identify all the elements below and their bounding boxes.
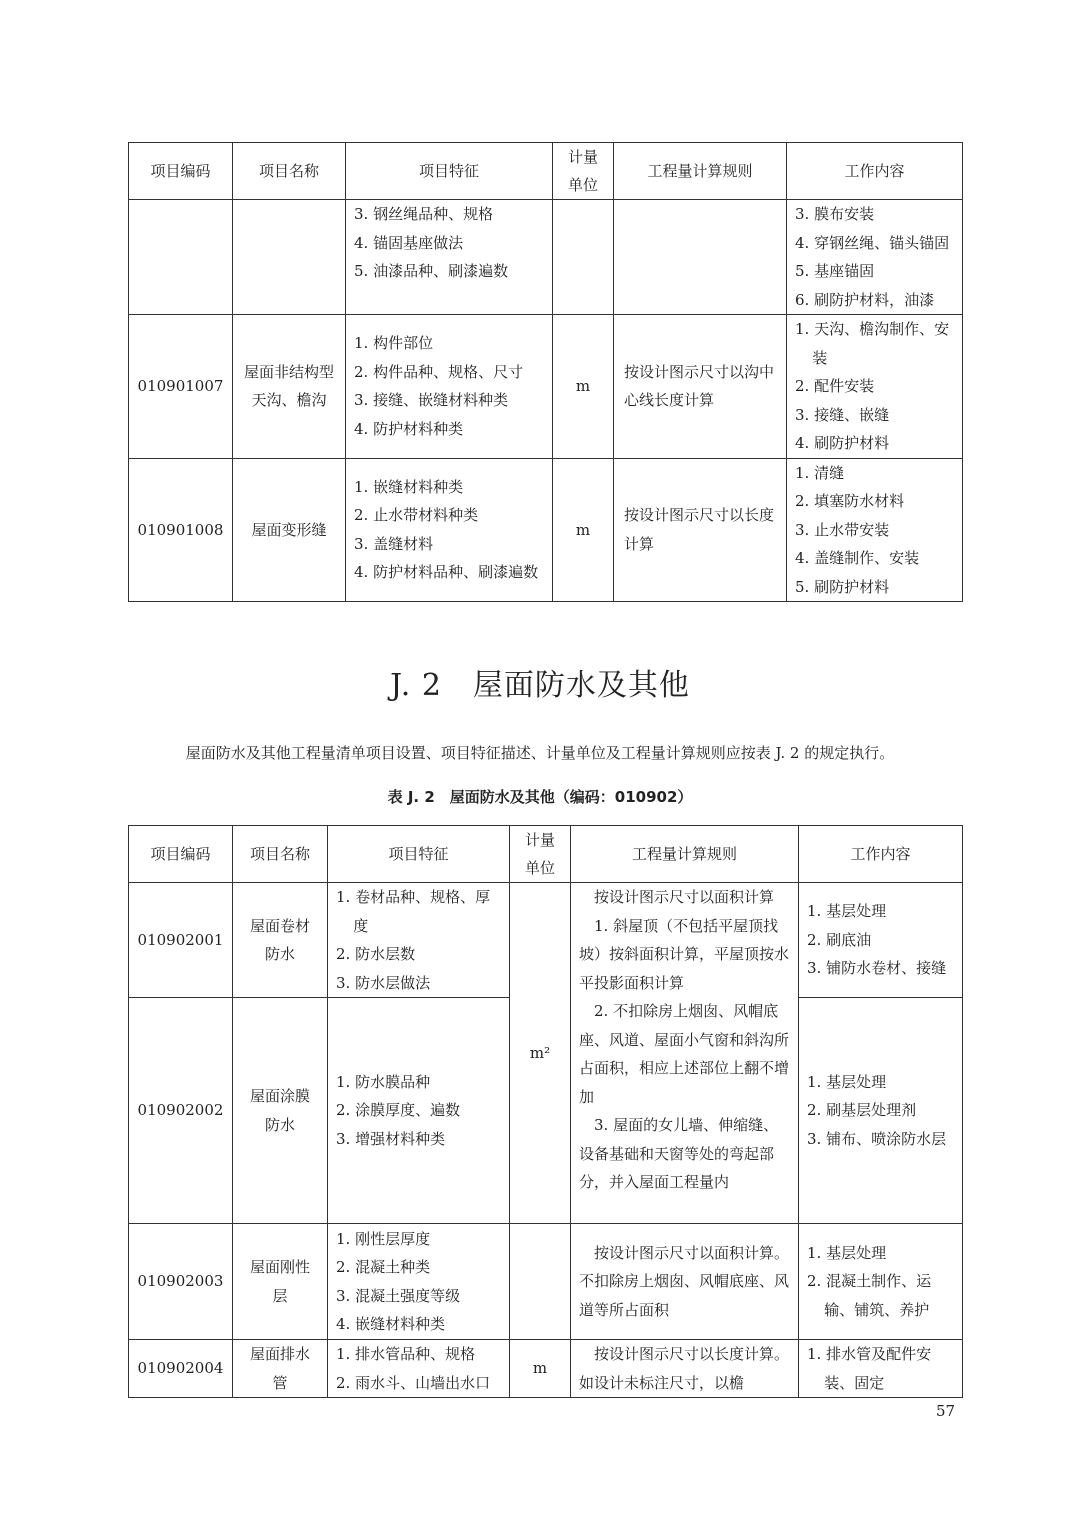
row-code: 010901008: [129, 458, 233, 602]
table-header-row: [129, 826, 963, 883]
row-rule: 按设计图示尺寸以面积计算。不扣除房上烟囱、风帽底座、风道等所占面积: [571, 1224, 799, 1340]
feature-line: 4. 防护材料种类: [354, 419, 464, 438]
feature-line: 1. 嵌缝材料种类: [354, 477, 464, 496]
rule-line: 2. 不扣除房上烟囱、风帽底座、风道、屋面小气窗和斜沟所占面积，相应上述部位上翻不增加: [579, 1002, 790, 1106]
section-title: J. 2 屋面防水及其他: [390, 668, 690, 703]
work-line: 4. 穿钢丝绳、锚头锚固: [795, 233, 950, 252]
row-features: [328, 998, 510, 1224]
table-roof-items-continued: [128, 142, 963, 602]
work-line: 1. 排水管及配件安装、固定: [807, 1345, 932, 1392]
work-line: 1. 基层处理: [807, 1072, 887, 1091]
row-code: 010902003: [129, 1224, 233, 1340]
page-number: 57: [936, 1402, 956, 1420]
row-code: [129, 200, 233, 315]
row-unit: m: [510, 1340, 571, 1398]
feature-line: 4. 防护材料品种、刷漆遍数: [354, 563, 539, 582]
table-row: [129, 1224, 963, 1340]
header-code: 项目编码: [129, 143, 233, 200]
header-rule: 工程量计算规则: [614, 143, 787, 200]
feature-line: 2. 构件品种、规格、尺寸: [354, 362, 524, 381]
rule-line: 1. 斜屋顶（不包括平屋顶找坡）按斜面积计算，平屋顶按水平投影面积计算: [579, 916, 790, 992]
feature-line: 3. 混凝土强度等级: [336, 1286, 461, 1305]
feature-line: 2. 防水层数: [336, 945, 416, 963]
feature-line: 4. 锚固基座做法: [354, 233, 464, 252]
feature-line: 1. 卷材品种、规格、厚度: [336, 888, 491, 935]
row-name: 屋面涂膜防水: [233, 998, 328, 1224]
row-work: [799, 998, 963, 1224]
feature-line: 3. 增强材料种类: [336, 1129, 446, 1148]
row-unit: m: [553, 458, 614, 602]
header-unit: 计量单位: [553, 143, 614, 200]
work-line: 1. 基层处理: [807, 902, 887, 921]
work-line: 3. 膜布安装: [795, 205, 875, 223]
work-line: 5. 基座锚固: [795, 262, 875, 280]
row-rule-area: [571, 883, 799, 1224]
table-roof-waterproofing: [128, 825, 963, 1398]
header-work: 工作内容: [799, 826, 963, 883]
feature-line: 2. 混凝土种类: [336, 1258, 431, 1276]
work-line: 2. 配件安装: [795, 377, 875, 395]
rule-line: 3. 屋面的女儿墙、伸缩缝、设备基础和天窗等处的弯起部分，并入屋面工程量内: [579, 1116, 779, 1191]
row-work: [787, 458, 963, 602]
row-unit-empty: [510, 1224, 571, 1340]
row-name: 屋面排水管: [233, 1340, 328, 1398]
row-features: [346, 315, 553, 459]
row-name: 屋面变形缝: [233, 458, 346, 602]
work-line: 2. 刷基层处理剂: [807, 1101, 917, 1120]
table-row: [129, 883, 963, 998]
header-name: 项目名称: [233, 143, 346, 200]
table-row: [129, 200, 963, 315]
row-code: 010901007: [129, 315, 233, 459]
row-unit: [553, 200, 614, 315]
work-line: 3. 接缝、嵌缝: [795, 405, 890, 424]
row-work: [799, 1224, 963, 1340]
table-row: [129, 458, 963, 602]
row-code: 010902004: [129, 1340, 233, 1398]
work-line: 2. 填塞防水材料: [795, 492, 905, 510]
row-work: [787, 315, 963, 459]
table-caption: 表 J. 2 屋面防水及其他（编码：010902）: [387, 788, 693, 806]
header-code: 项目编码: [129, 826, 233, 883]
feature-line: 3. 钢丝绳品种、规格: [354, 205, 494, 223]
table-row: [129, 315, 963, 459]
work-line: 4. 盖缝制作、安装: [795, 549, 920, 567]
row-work: [799, 1340, 963, 1398]
row-features: [328, 1224, 510, 1340]
row-features: [346, 458, 553, 602]
row-features: [346, 200, 553, 315]
work-line: 1. 天沟、檐沟制作、安装: [795, 320, 950, 367]
row-code: 010902002: [129, 998, 233, 1224]
rule-line: 按设计图示尺寸以面积计算: [594, 888, 775, 906]
work-line: 1. 清缝: [795, 463, 845, 482]
row-rule: [614, 200, 787, 315]
work-line: 2. 混凝土制作、运输、铺筑、养护: [807, 1272, 932, 1319]
header-unit: 计量单位: [510, 826, 571, 883]
row-rule: 按设计图示尺寸以长度计算。如设计未标注尺寸，以檐: [571, 1340, 799, 1398]
header-work: 工作内容: [787, 143, 963, 200]
row-name: 屋面刚性层: [233, 1224, 328, 1340]
feature-line: 2. 涂膜厚度、遍数: [336, 1101, 461, 1120]
row-name: 屋面卷材防水: [233, 883, 328, 998]
header-name: 项目名称: [233, 826, 328, 883]
feature-line: 1. 刚性层厚度: [336, 1229, 431, 1248]
work-line: 3. 止水带安装: [795, 520, 890, 539]
work-line: 4. 刷防护材料: [795, 434, 890, 452]
section-intro: 屋面防水及其他工程量清单项目设置、项目特征描述、计量单位及工程量计算规则应按表 J. 2 的规定执行。: [185, 744, 895, 762]
header-rule: 工程量计算规则: [571, 826, 799, 883]
table-header-row: [129, 143, 963, 200]
feature-line: 5. 油漆品种、刷漆遍数: [354, 262, 509, 280]
row-rule: 按设计图示尺寸以沟中心线长度计算: [614, 315, 787, 459]
header-features: 项目特征: [328, 826, 510, 883]
row-name: [233, 200, 346, 315]
feature-line: 1. 防水膜品种: [336, 1072, 431, 1091]
row-unit-m2: m²: [510, 883, 571, 1224]
feature-line: 3. 盖缝材料: [354, 534, 434, 553]
feature-line: 3. 接缝、嵌缝材料种类: [354, 391, 509, 410]
feature-line: 1. 排水管品种、规格: [336, 1345, 476, 1363]
work-line: 1. 基层处理: [807, 1243, 887, 1262]
work-line: 5. 刷防护材料: [795, 577, 890, 596]
work-line: 6. 刷防护材料，油漆: [795, 290, 935, 309]
feature-line: 4. 嵌缝材料种类: [336, 1315, 446, 1333]
header-features: 项目特征: [346, 143, 553, 200]
row-work: [787, 200, 963, 315]
work-line: 3. 铺防水卷材、接缝: [807, 959, 947, 978]
table-row: [129, 1340, 963, 1398]
feature-line: 2. 止水带材料种类: [354, 506, 479, 525]
row-unit: m: [553, 315, 614, 459]
row-rule: 按设计图示尺寸以长度计算: [614, 458, 787, 602]
work-line: 2. 刷底油: [807, 930, 872, 949]
row-name: 屋面非结构型天沟、檐沟: [233, 315, 346, 459]
feature-line: 3. 防水层做法: [336, 973, 431, 992]
feature-line: 1. 构件部位: [354, 334, 434, 353]
row-features: [328, 883, 510, 998]
row-code: 010902001: [129, 883, 233, 998]
feature-line: 2. 雨水斗、山墙出水口: [336, 1373, 491, 1392]
row-work: [799, 883, 963, 998]
row-features: [328, 1340, 510, 1398]
work-line: 3. 铺布、喷涂防水层: [807, 1129, 947, 1148]
